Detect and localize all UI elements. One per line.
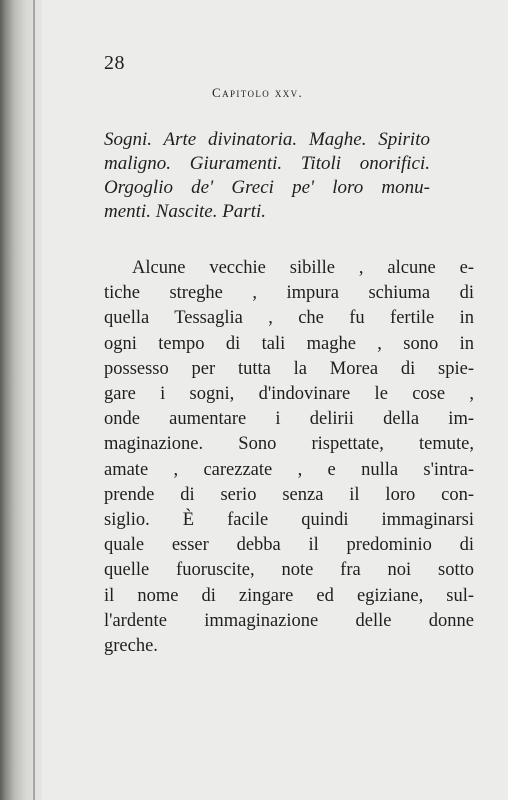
body-line: Alcune vecchie sibille , alcune e-: [132, 258, 474, 278]
body-line: l'ardente immaginazione delle donne: [104, 610, 474, 631]
summary-line: Sogni. Arte divinatoria. Maghe. Spirito: [104, 129, 430, 150]
body-line: quella Tessaglia , che fu fertile in: [104, 308, 474, 329]
body-line: ogni tempo di tali maghe , sono in: [104, 333, 474, 354]
body-line: quale esser debba il predominio di: [104, 535, 474, 556]
body-line: prende di serio senza il loro con-: [104, 484, 474, 505]
body-line: possesso per tutta la Morea di spie-: [104, 358, 474, 379]
body-line: greche.: [104, 636, 158, 657]
chapter-summary: [104, 128, 430, 224]
body-paragraph: [104, 256, 474, 659]
gutter-binding-line: [33, 0, 35, 800]
running-head: Capitolo xxv.: [212, 85, 304, 100]
summary-line: Orgoglio de' Greci pe' loro monu-: [104, 177, 430, 198]
body-line: maginazione. Sono rispettate, temute,: [104, 434, 474, 455]
body-line: quelle fuoruscite, note fra noi sotto: [104, 560, 474, 581]
body-line: gare i sogni, d'indovinare le cose ,: [104, 384, 474, 405]
body-line: siglio. È facile quindi immaginarsi: [104, 510, 474, 531]
summary-line: menti. Nascite. Parti.: [104, 201, 267, 222]
body-line: amate , carezzate , e nulla s'intra-: [104, 459, 474, 480]
book-gutter: [0, 0, 42, 800]
summary-line: maligno. Giuramenti. Titoli onorifici.: [104, 153, 430, 174]
body-line: onde aumentare i delirii della im-: [104, 409, 474, 430]
body-line: il nome di zingare ed egiziane, sul-: [104, 585, 474, 606]
page-number: 28: [104, 52, 125, 74]
body-line: tiche streghe , impura schiuma di: [104, 283, 474, 304]
